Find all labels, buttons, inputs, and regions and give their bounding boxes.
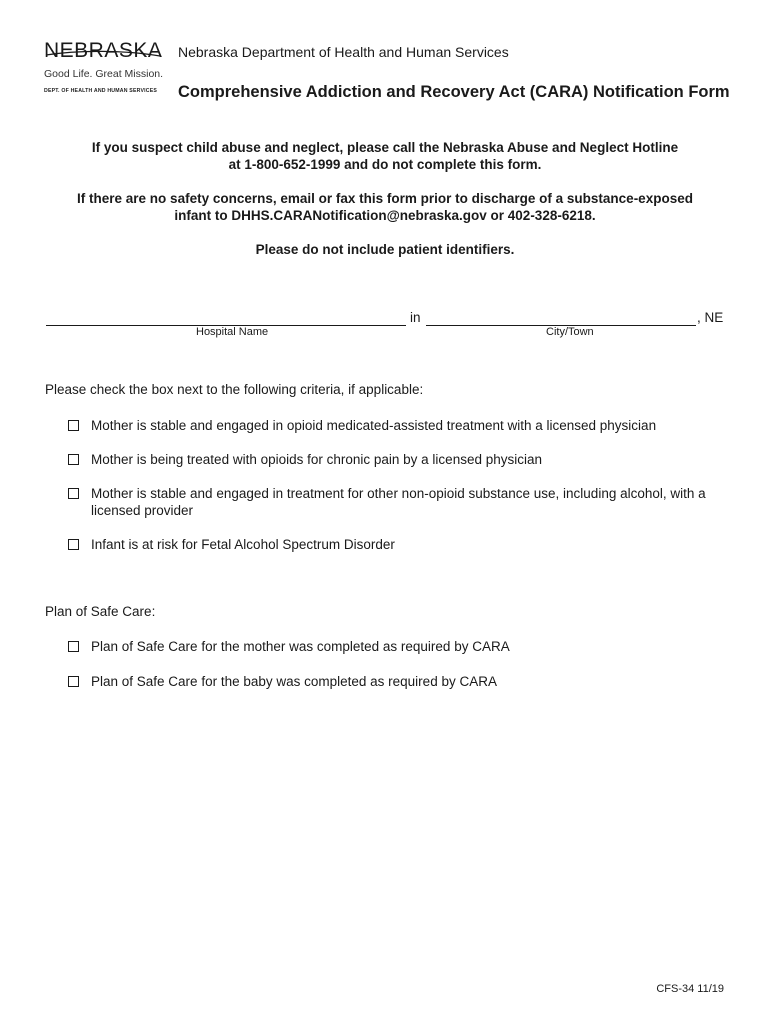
department-name: Nebraska Department of Health and Human Services [178, 44, 509, 60]
safe-care-item-label: Plan of Safe Care for the mother was completed as required by CARA [91, 639, 510, 654]
in-text: in [410, 310, 421, 325]
state-suffix: , NE [697, 310, 724, 325]
email-notice [0, 190, 770, 224]
safe-care-item [68, 638, 738, 655]
logo-swoosh-icon [44, 46, 162, 60]
criteria-item-label: Infant is at risk for Fetal Alcohol Spectrum Disorder [91, 537, 395, 552]
nebraska-dhhs-logo [44, 40, 164, 94]
criteria-prompt: Please check the box next to the following criteria, if applicable: [45, 382, 424, 397]
hotline-line-1: If you suspect child abuse and neglect, please call the Nebraska Abuse and Neglect Hotline [91, 140, 679, 155]
criteria-item-label: Mother is stable and engaged in treatment for other non-opioid substance use, including alcohol, with a licensed provider [91, 486, 706, 518]
hotline-line-2: at 1-800-652-1999 and do not complete this form. [228, 157, 542, 172]
identifiers-notice: Please do not include patient identifiers. [255, 242, 515, 257]
checkbox[interactable] [68, 420, 79, 431]
criteria-item-label: Mother is being treated with opioids for chronic pain by a licensed physician [91, 452, 542, 467]
safe-care-item-label: Plan of Safe Care for the baby was completed as required by CARA [91, 674, 497, 689]
checkbox[interactable] [68, 676, 79, 687]
logo-tagline: Good Life. Great Mission. [44, 68, 164, 80]
checkbox[interactable] [68, 454, 79, 465]
checkbox[interactable] [68, 539, 79, 550]
safe-care-item [68, 673, 738, 690]
logo-dept: DEPT. OF HEALTH AND HUMAN SERVICES [44, 88, 158, 94]
email-line-1: If there are no safety concerns, email or fax this form prior to discharge of a substance-exposed [77, 191, 693, 206]
criteria-item [68, 417, 738, 434]
safe-care-heading: Plan of Safe Care: [45, 604, 156, 619]
logo-word: NEBRASKA [44, 39, 163, 62]
hotline-notice [0, 139, 770, 173]
email-line-2: infant to DHHS.CARANotification@nebraska.gov or 402-328-6218. [174, 208, 596, 223]
checkbox[interactable] [68, 641, 79, 652]
logo-wordmark [44, 40, 162, 62]
criteria-item [68, 536, 738, 553]
form-code: CFS-34 11/19 [656, 983, 724, 995]
hospital-name-label: Hospital Name [196, 326, 269, 338]
criteria-item [68, 485, 738, 519]
city-town-label: City/Town [546, 326, 594, 338]
form-title: Comprehensive Addiction and Recovery Act (CARA) Notification Form [178, 83, 730, 101]
checkbox[interactable] [68, 488, 79, 499]
criteria-item [68, 451, 738, 468]
criteria-item-label: Mother is stable and engaged in opioid medicated-assisted treatment with a licensed physician [91, 418, 657, 433]
